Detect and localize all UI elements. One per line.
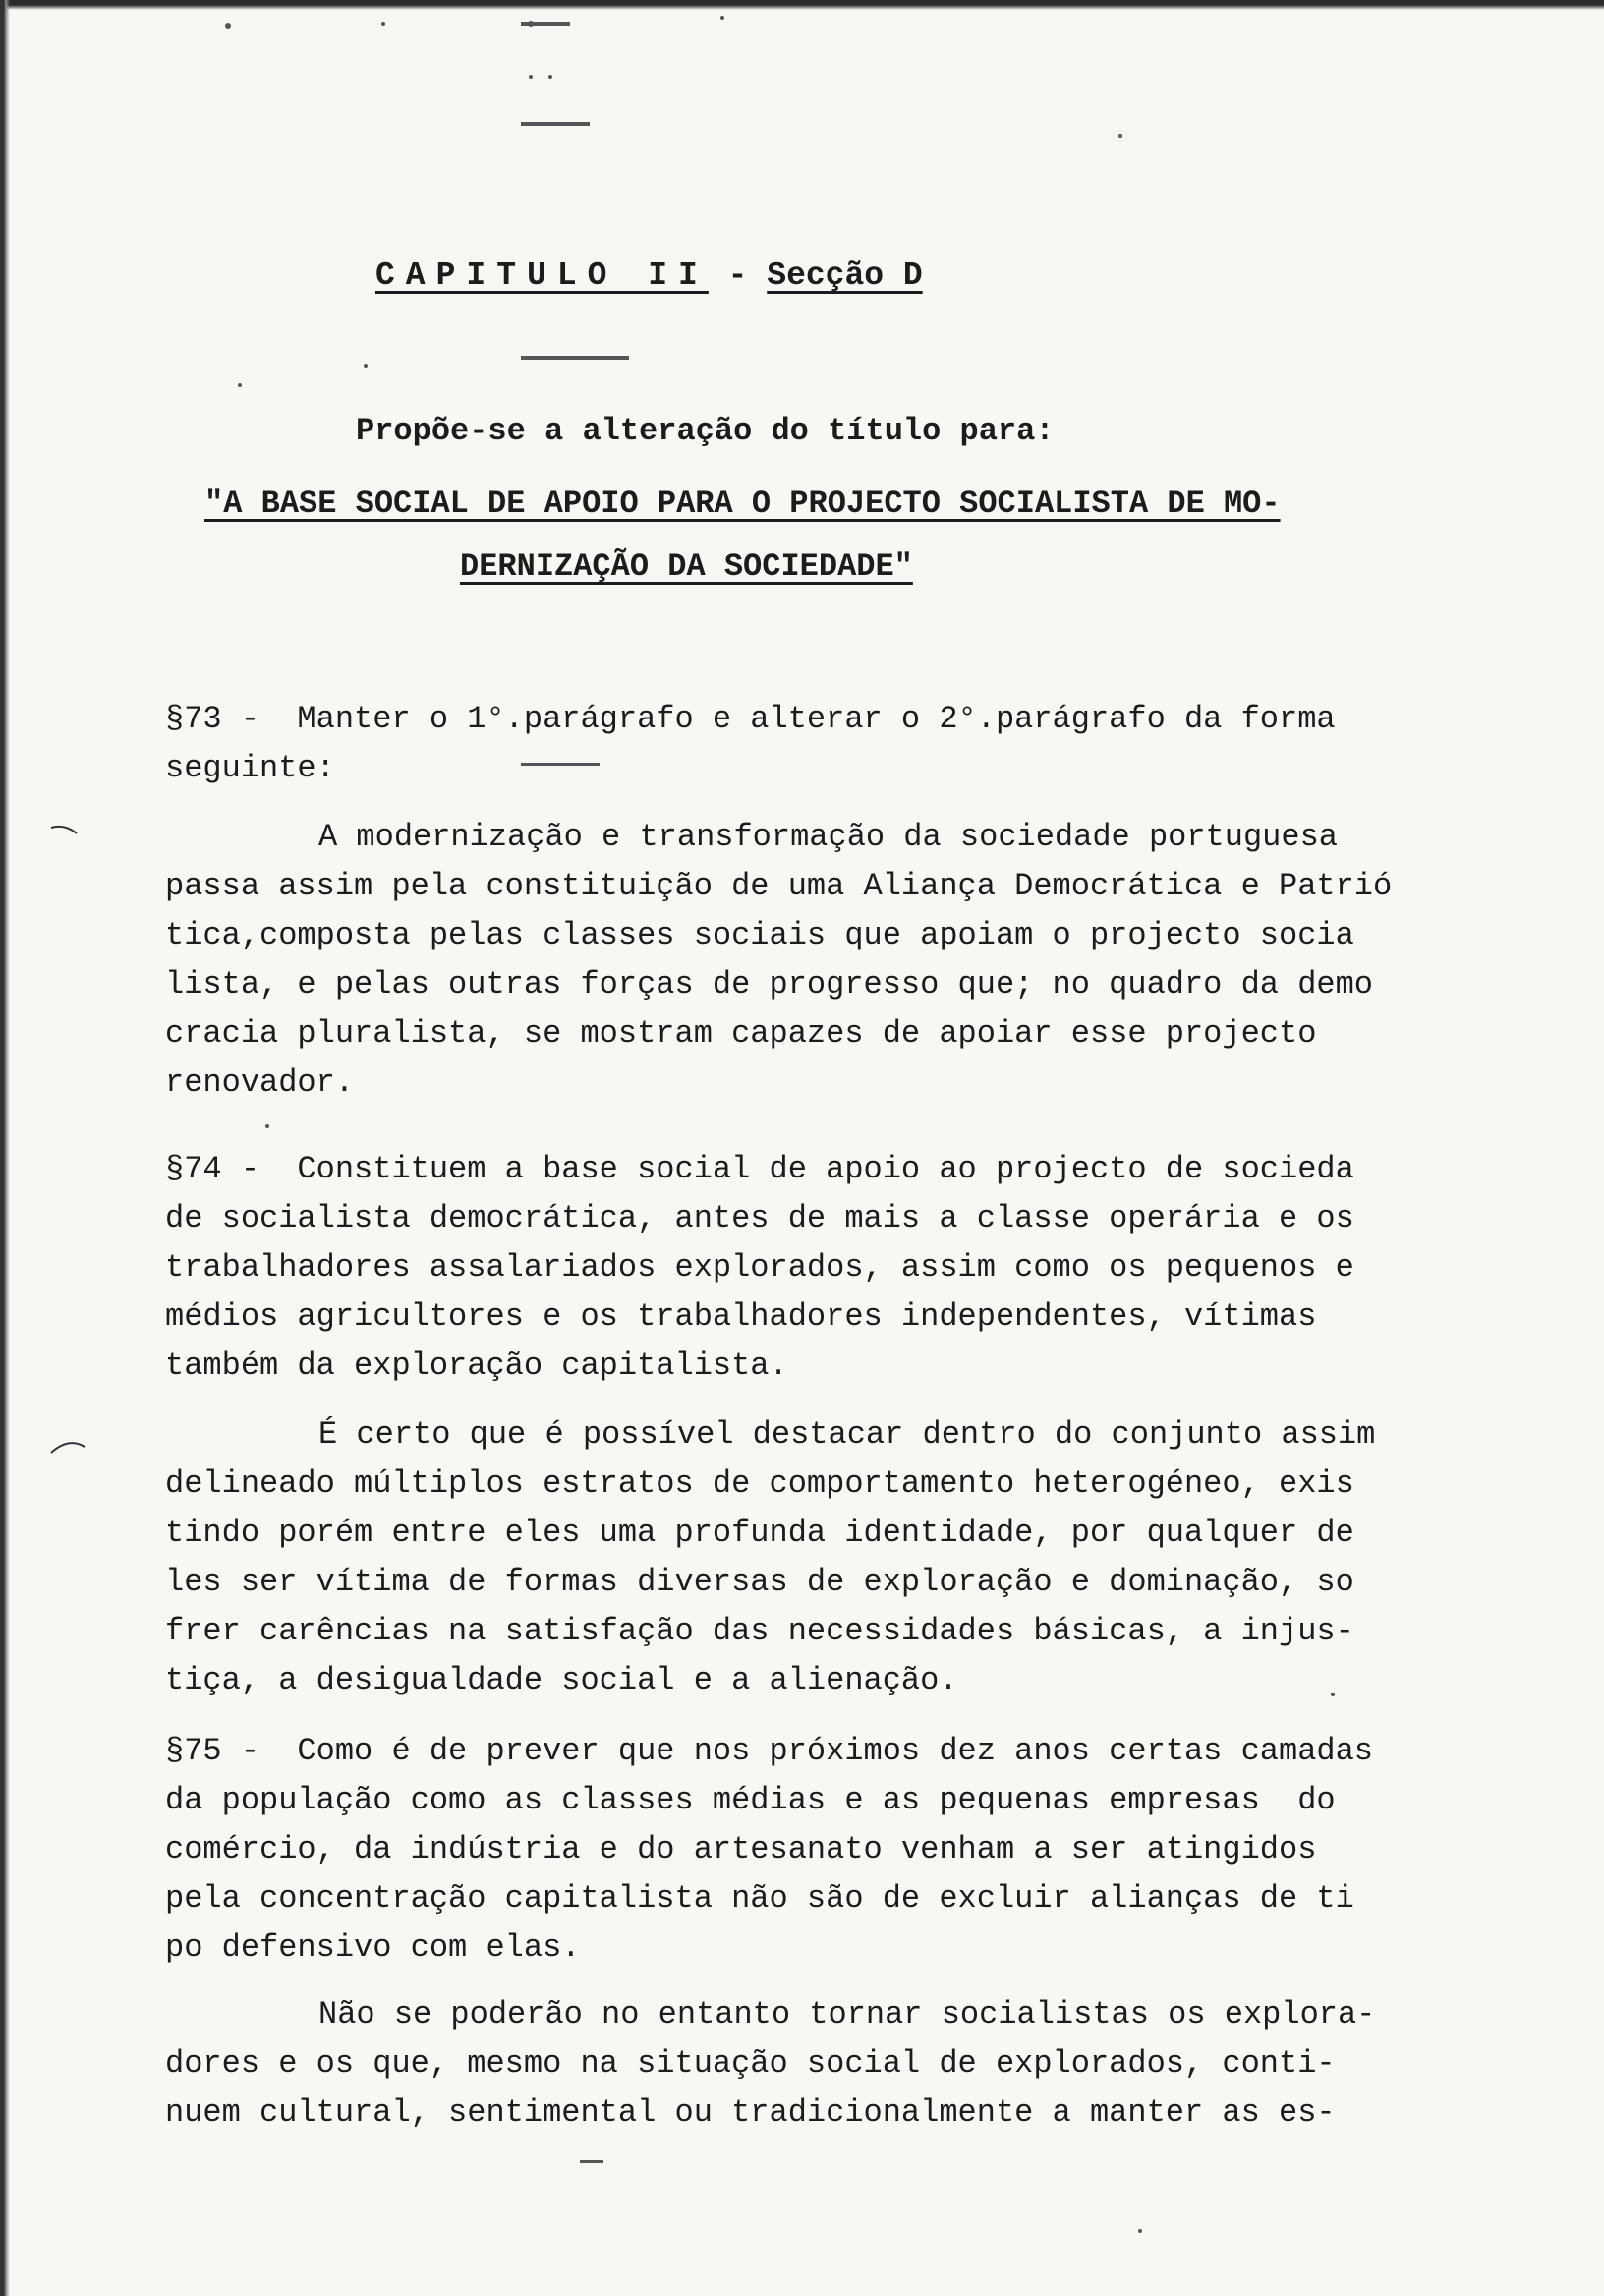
paragraph-874-line-5: também da exploração capitalista. <box>165 1348 788 1384</box>
paragraph-874-line-2: de socialista democrática, antes de mais a classe operária e os <box>165 1200 1354 1236</box>
paragraph-874-body-line-1: É certo que é possível destacar dentro do conjunto assim <box>318 1416 1376 1453</box>
paragraph-874-body-line-6: tiça, a desigualdade social e a alienação. <box>165 1662 958 1698</box>
paragraph-874-line-1: §74 - Constituem a base social de apoio ao projecto de socieda <box>165 1151 1354 1187</box>
paragraph-875-line-3: comércio, da indústria e do artesanato venham a ser atingidos <box>165 1831 1317 1867</box>
paragraph-873-body-line-6: renovador. <box>165 1064 355 1101</box>
section-label: Secção D <box>767 258 923 294</box>
paragraph-873-line-2: seguinte: <box>165 750 335 786</box>
paragraph-875-body-line-1: Não se poderão no entanto tornar socialistas os explora- <box>318 1996 1376 2033</box>
paragraph-875-line-4: pela concentração capitalista não são de excluir alianças de ti <box>165 1880 1354 1917</box>
paragraph-873-body-line-5: cracia pluralista, se mostram capazes de apoiar esse projecto <box>165 1015 1317 1052</box>
paragraph-875-body-line-2: dores e os que, mesmo na situação social de explorados, conti- <box>165 2045 1336 2082</box>
paragraph-874-body-line-4: les ser vítima de formas diversas de exploração e dominação, so <box>165 1564 1354 1600</box>
chapter-separator: - <box>708 258 768 294</box>
paragraph-873-line-1: §73 - Manter o 1°.parágrafo e alterar o 2°.parágrafo da forma <box>165 701 1336 737</box>
chapter-label: CAPITULO II <box>375 258 709 294</box>
paragraph-875-line-5: po defensivo com elas. <box>165 1929 581 1966</box>
paragraph-874-line-4: médios agricultores e os trabalhadores independentes, vítimas <box>165 1298 1317 1335</box>
proposed-title-line-2: DERNIZAÇÃO DA SOCIEDADE" <box>460 548 913 585</box>
paragraph-874-body-line-2: delineado múltiplos estratos de comportamento heterogéneo, exis <box>165 1465 1354 1502</box>
paragraph-875-body-line-3: nuem cultural, sentimental ou tradicionalmente a manter as es- <box>165 2095 1336 2131</box>
paragraph-874-line-3: trabalhadores assalariados explorados, assim como os pequenos e <box>165 1249 1354 1286</box>
proposed-title-line-1: "A BASE SOCIAL DE APOIO PARA O PROJECTO SOCIALISTA DE MO- <box>204 486 1281 522</box>
paragraph-873-body-line-4: lista, e pelas outras forças de progresso que; no quadro da demo <box>165 966 1373 1003</box>
paragraph-873-body-line-1: A modernização e transformação da sociedade portuguesa <box>318 819 1338 855</box>
chapter-heading <box>375 258 923 294</box>
paragraph-873-body-line-3: tica,composta pelas classes sociais que apoiam o projecto socia <box>165 917 1354 953</box>
proposal-intro: Propõe-se a alteração do título para: <box>356 413 1055 449</box>
paragraph-875-line-1: §75 - Como é de prever que nos próximos dez anos certas camadas <box>165 1733 1373 1769</box>
paragraph-875-line-2: da população como as classes médias e as pequenas empresas do <box>165 1782 1336 1818</box>
paragraph-874-body-line-3: tindo porém entre eles uma profunda identidade, por qualquer de <box>165 1515 1354 1551</box>
paragraph-873-body-line-2: passa assim pela constituição de uma Aliança Democrática e Patrió <box>165 868 1393 904</box>
paragraph-874-body-line-5: frer carências na satisfação das necessidades básicas, a injus- <box>165 1613 1354 1649</box>
